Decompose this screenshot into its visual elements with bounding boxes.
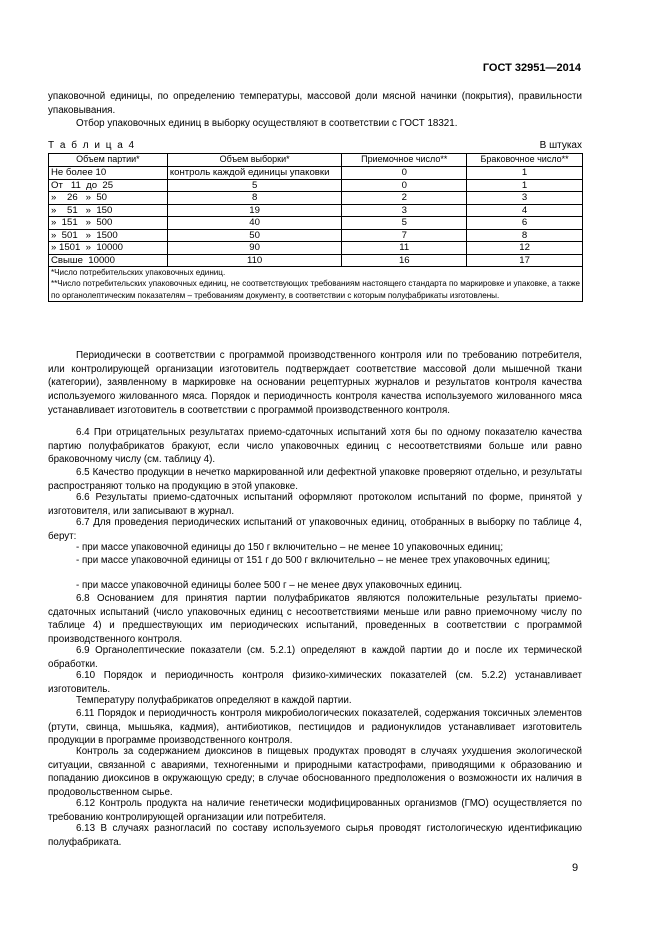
body-paragraph-11: 6.10 Порядок и периодичность контроля физико-химических показателей (см. 5.2.2) устанавливает изготовитель.: [48, 670, 582, 695]
body-paragraph-9: 6.8 Основанием для принятия партии полуфабрикатов являются положительные результаты приемо-сдаточных испытаний (число упаковочных единиц с несоответствиями меньше или равно приемочному числу по таблице 4) и предшествующих им периодических испытаний, проведенных в соответствии с программой производственного контроля.: [48, 593, 582, 646]
table-cell: 5: [342, 217, 467, 230]
table-cell: 12: [467, 242, 583, 255]
table-note-2: **Число потребительских упаковочных единиц, не соответствующих требованиям настоящего стандарта по маркировке и упаковке, а также по органолептическим показателям – требованиям документу, в соответствии с которым полуфабрикаты изготовлены.: [51, 279, 580, 300]
table-row: [49, 204, 583, 217]
table-cell: 16: [342, 254, 467, 267]
table-cell: 6: [467, 217, 583, 230]
table-cell: » 1501 » 10000: [49, 242, 168, 255]
column-header: Приемочное число**: [342, 154, 467, 167]
sampling-table: [48, 153, 583, 302]
table-cell: 0: [342, 179, 467, 192]
table-cell: 7: [342, 229, 467, 242]
table-cell: » 151 » 500: [49, 217, 168, 230]
column-header: Объем партии*: [49, 154, 168, 167]
table-cell: 50: [167, 229, 342, 242]
table-cell: 0: [342, 167, 467, 180]
table-cell: 3: [342, 204, 467, 217]
table-cell: 11: [342, 242, 467, 255]
page-number: 9: [572, 862, 579, 874]
column-header: Объем выборки*: [167, 154, 342, 167]
table-caption-row: [48, 140, 582, 153]
table-cell: 4: [467, 204, 583, 217]
table-cell: 19: [167, 204, 342, 217]
table-row: [49, 254, 583, 267]
body-paragraph-12: Температуру полуфабрикатов определяют в каждой партии.: [76, 695, 352, 706]
table-row: [49, 229, 583, 242]
table-cell: 90: [167, 242, 342, 255]
table-row: [49, 242, 583, 255]
body-paragraph-16: 6.13 В случаях разногласий по составу используемого сырья проводят гистологическую идентификацию полуфабриката.: [48, 823, 582, 848]
table-cell: 1: [467, 179, 583, 192]
table-cell: 110: [167, 254, 342, 267]
body-paragraph-13: 6.11 Порядок и периодичность контроля микробиологических показателей, содержания токсичных элементов (ртути, свинца, мышьяка, кадмия), антибиотиков, пестицидов и радионуклидов устанавливает изготовитель продукции в программе производственного контроля.: [48, 708, 582, 747]
document-header: ГОСТ 32951—2014: [482, 62, 581, 74]
table-header-row: [49, 154, 583, 167]
table-cell: контроль каждой единицы упаковки: [167, 167, 342, 180]
table-cell: » 51 » 150: [49, 204, 168, 217]
table-cell: 3: [467, 192, 583, 205]
table-note-1: *Число потребительских упаковочных единиц.: [51, 268, 226, 277]
table-row: [49, 179, 583, 192]
table-notes: [49, 267, 583, 302]
table-cell: 8: [167, 192, 342, 205]
table-row: [49, 167, 583, 180]
body-paragraph-10: 6.9 Органолептические показатели (см. 5.2.1) определяют в каждой партии до и после их термической обработки.: [48, 645, 582, 670]
body-paragraph-2: 6.4 При отрицательных результатах приемо-сдаточных испытаний хотя бы по одному показателю качества партию полуфабрикатов бракуют, если число упаковочных единиц с несоответствиями больше или равно браковочному числу (см. таблицу 4).: [48, 427, 582, 466]
table-cell: 8: [467, 229, 583, 242]
intro-paragraph-2: Отбор упаковочных единиц в выборку осуществляют в соответствии с ГОСТ 18321.: [76, 118, 458, 129]
table-cell: Не более 10: [49, 167, 168, 180]
table-caption: Т а б л и ц а 4: [48, 140, 136, 151]
column-header: Браковочное число**: [467, 154, 583, 167]
table-cell: » 26 » 50: [49, 192, 168, 205]
body-paragraph-4: 6.6 Результаты приемо-сдаточных испытаний оформляют протоколом испытаний по форме, принятой у изготовителя, или записывают в журнал.: [48, 492, 582, 517]
table-cell: От 11 до 25: [49, 179, 168, 192]
body-paragraph-3: 6.5 Качество продукции в нечетко маркированной или дефектной упаковке проверяют отдельно, и результаты распространяют только на продукцию в этой упаковке.: [48, 467, 582, 492]
table-cell: 2: [342, 192, 467, 205]
table-cell: 17: [467, 254, 583, 267]
body-paragraph-5: 6.7 Для проведения периодических испытаний от упаковочных единиц, отобранных в выборку по таблице 4, берут:: [48, 517, 582, 542]
body-paragraph-14: Контроль за содержанием диоксинов в пищевых продуктах проводят в случаях ухудшения экологической ситуации, связанной с авариями, техногенными и природными катастрофами, приводящими к образованию и попаданию диоксинов в окружающую среду; в случае обоснованного предположения о возможности их наличия в продовольственном сырье.: [48, 746, 582, 799]
table-cell: » 501 » 1500: [49, 229, 168, 242]
table-cell: 40: [167, 217, 342, 230]
table-row: [49, 217, 583, 230]
table-notes-row: [49, 267, 583, 302]
body-paragraph-7: - при массе упаковочной единицы от 151 г до 500 г включительно – не менее трех упаковочных единиц;: [76, 555, 551, 566]
body-paragraph-6: - при массе упаковочной единицы до 150 г включительно – не менее 10 упаковочных единиц;: [76, 542, 504, 553]
table-cell: 5: [167, 179, 342, 192]
table-cell: 1: [467, 167, 583, 180]
table-cell: Свыше 10000: [49, 254, 168, 267]
body-paragraph-8: - при массе упаковочной единицы более 500 г – не менее двух упаковочных единиц.: [76, 580, 463, 591]
table-units: В штуках: [539, 140, 582, 151]
body-paragraph-1: Периодически в соответствии с программой производственного контроля или по требованию потребителя, или контролирующей организации изготовитель подтверждает соответствие массовой доли мышечной ткани (категории), заявленному в маркировке на основании рецептурных журналов и результатов контроля качества используемого жилованного мяса. Порядок и периодичность контроля качества используемого жилованного мяса устанавливает изготовитель в соответствии с программой производственного контроля.: [48, 350, 582, 416]
body-paragraph-15: 6.12 Контроль продукта на наличие генетически модифицированных организмов (ГМО) осуществляется по требованию контролирующей организации или потребителя.: [48, 798, 582, 823]
intro-paragraph-1: упаковочной единицы, по определению температуры, массовой доли мясной начинки (покрытия), правильности упаковывания.: [48, 91, 582, 116]
table-row: [49, 192, 583, 205]
